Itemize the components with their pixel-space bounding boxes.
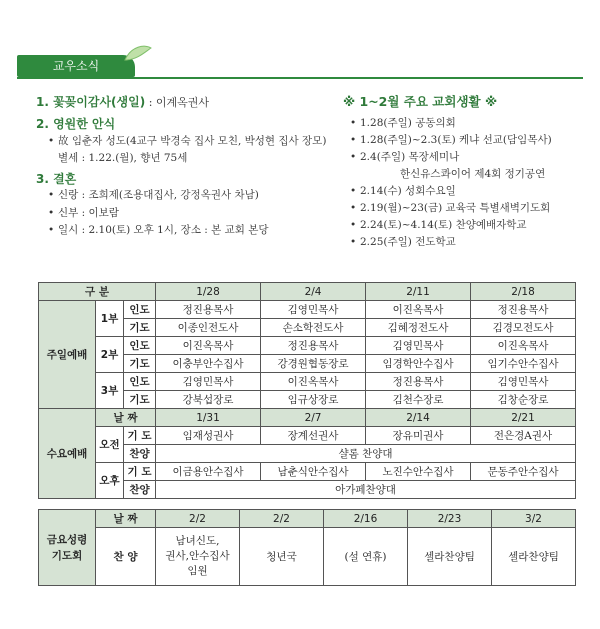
table-cell: 전은경A권사 [471,427,576,445]
events-title: ※ 1~2월 주요 교회생활 ※ [343,94,498,109]
table-row [39,463,576,481]
service-label: 3부 [96,373,124,409]
table-row [39,301,576,319]
news-birthday-title: 1. 꽃꽂이감사(생일) [36,95,146,109]
date-cell: 2/11 [366,283,471,301]
role-label: 인도 [124,373,156,391]
table-row [39,427,576,445]
table-cell: 샬롬 찬양대 [156,445,576,463]
service-label: 2부 [96,337,124,373]
role-label: 기 도 [124,463,156,481]
table-cell: 이진옥목사 [471,337,576,355]
table-cell: 강경원협동장로 [261,355,366,373]
role-label: 찬양 [124,481,156,499]
service-label: 오후 [96,463,124,499]
table-cell: 김경모전도사 [471,319,576,337]
table-cell: 정진용목사 [156,301,261,319]
table-cell: 김천수장로 [366,391,471,409]
role-label: 기도 [124,391,156,409]
role-label: 기도 [124,355,156,373]
date-cell: 3/2 [492,510,576,528]
date-cell: 2/18 [471,283,576,301]
news-wedding-title: 3. 결혼 [36,172,77,186]
table-cell: 김혜정전도사 [366,319,471,337]
table-cell: 이진옥목사 [156,337,261,355]
event-item: • 2.19(월)~23(금) 교육국 특별새벽기도회 [350,202,551,214]
wednesday-group-label: 수요예배 [39,409,96,499]
table-cell: 이진옥목사 [366,301,471,319]
header-label: 구 분 [39,283,156,301]
service-label: 오전 [96,427,124,463]
section-header: 교우소식 [17,55,135,77]
role-label: 찬양 [124,445,156,463]
news-rest-line: • 故 임춘자 성도(4교구 박경숙 집사 모친, 박성현 집사 장모) [48,135,327,147]
table-cell: 김영민목사 [156,373,261,391]
date-label: 날 짜 [96,510,156,528]
role-label: 인도 [124,337,156,355]
friday-group-label: 금요성령 기도회 [39,510,96,586]
table-header-row [39,283,576,301]
service-label: 1부 [96,301,124,337]
event-item: • 2.24(토)~4.14(토) 찬양예배자학교 [350,219,527,231]
table-cell: 이진옥목사 [261,373,366,391]
table-cell: 노진수안수집사 [366,463,471,481]
table-cell: 남녀신도, 권사,안수집사 임원 [156,528,240,586]
date-cell: 2/16 [324,510,408,528]
table-cell: 이종인전도사 [156,319,261,337]
news-wedding-line: • 신랑 : 조희제(조용대집사, 강정옥권사 차남) [48,189,259,201]
table-row [39,373,576,391]
date-cell: 1/31 [156,409,261,427]
table-row [39,337,576,355]
date-cell: 2/2 [156,510,240,528]
table-cell: 이금용안수집사 [156,463,261,481]
table-cell: 김영민목사 [366,337,471,355]
table-cell: 임규상장로 [261,391,366,409]
friday-schedule-table [38,509,576,586]
event-item: • 1.28(주일) 공동의회 [350,117,456,129]
table-cell: 아가페찬양대 [156,481,576,499]
table-cell: 셀라찬양팀 [492,528,576,586]
table-row [39,510,576,528]
news-rest-title: 2. 영원한 안식 [36,117,116,131]
table-row [39,528,576,586]
table-cell: 강북섭장로 [156,391,261,409]
table-cell: 김영민목사 [261,301,366,319]
table-cell: 임경학안수집사 [366,355,471,373]
table-cell: (설 연휴) [324,528,408,586]
table-cell: 남춘식안수집사 [261,463,366,481]
news-birthday-sep: : [145,96,156,109]
worship-schedule-table [38,282,576,499]
date-cell: 1/28 [156,283,261,301]
header-rule [17,77,583,79]
table-cell: 정진용목사 [471,301,576,319]
date-cell: 2/7 [261,409,366,427]
news-birthday-value: 이계옥권사 [155,96,210,109]
table-cell: 정진용목사 [366,373,471,391]
date-cell: 2/4 [261,283,366,301]
news-rest-line: 별세 : 1.22.(월), 향년 75세 [58,152,188,164]
table-cell: 임기수안수집사 [471,355,576,373]
table-cell: 정진용목사 [261,337,366,355]
table-cell: 문동주안수집사 [471,463,576,481]
date-cell: 2/21 [471,409,576,427]
table-cell: 임재성권사 [156,427,261,445]
event-item: • 2.25(주일) 전도학교 [350,236,456,248]
news-wedding-line: • 신부 : 이보람 [48,207,119,219]
event-item: • 2.4(주일) 목장세미나 [350,151,460,163]
table-cell: 장계선권사 [261,427,366,445]
table-row [39,409,576,427]
event-item: 한신유스콰이어 제4회 정기공연 [400,168,546,180]
news-birthday [36,93,209,110]
table-cell: 장유미권사 [366,427,471,445]
role-label: 기도 [124,319,156,337]
date-cell: 2/2 [240,510,324,528]
table-cell: 김영민목사 [471,373,576,391]
role-label: 인도 [124,301,156,319]
event-item: • 2.14(수) 성회수요일 [350,185,456,197]
date-cell: 2/14 [366,409,471,427]
role-label: 기 도 [124,427,156,445]
table-cell: 손소학전도사 [261,319,366,337]
table-cell: 김창순장로 [471,391,576,409]
leaf-icon [123,44,153,62]
event-item: • 1.28(주일)~2.3(토) 케냐 선교(담임목사) [350,134,552,146]
sunday-group-label: 주일예배 [39,301,96,409]
date-label: 날 짜 [96,409,156,427]
role-label: 찬 양 [96,528,156,586]
news-wedding-line: • 일시 : 2.10(토) 오후 1시, 장소 : 본 교회 본당 [48,224,269,236]
date-cell: 2/23 [408,510,492,528]
table-cell: 이충부안수집사 [156,355,261,373]
table-cell: 셀라찬양팀 [408,528,492,586]
table-cell: 청년국 [240,528,324,586]
